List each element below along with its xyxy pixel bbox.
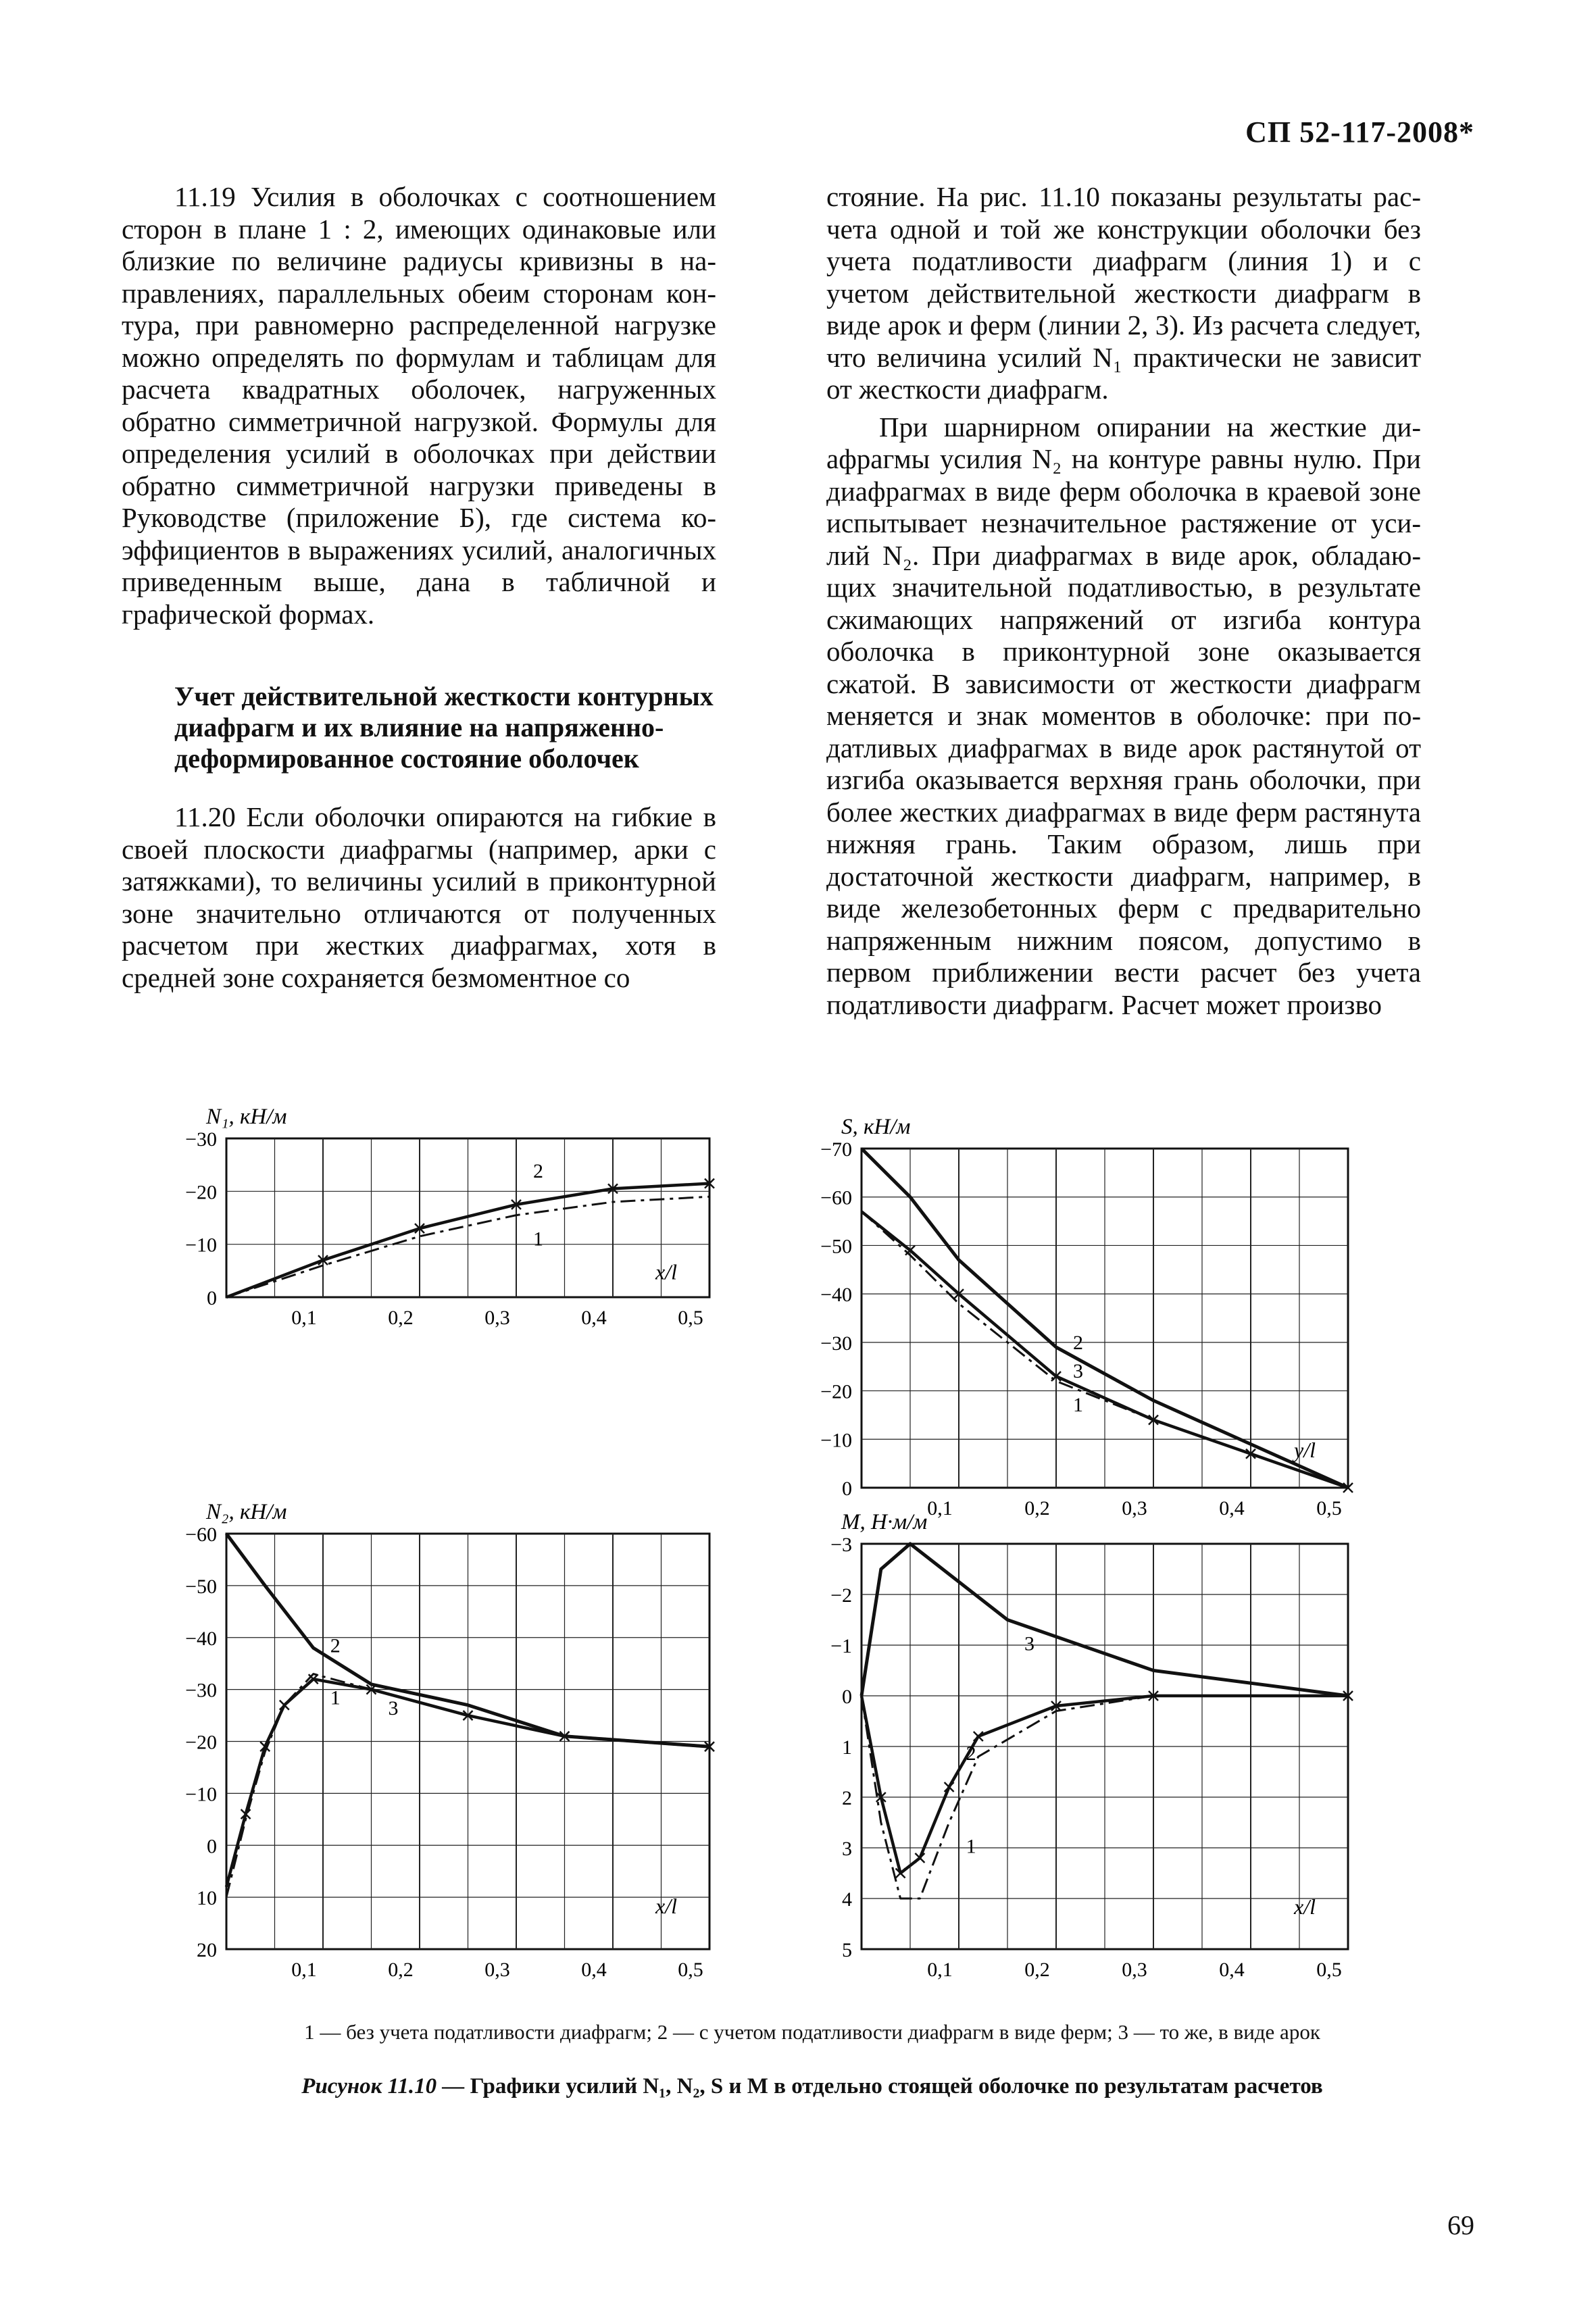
y-tick-label: 0: [842, 1686, 852, 1708]
x-tick-label: 0,3: [484, 1959, 510, 1981]
series-label-1: 1: [533, 1228, 543, 1251]
x-tick-label: 0,1: [291, 1307, 317, 1329]
series-label-1: 1: [1073, 1394, 1083, 1417]
y-tick-label: −30: [185, 1679, 217, 1702]
y-tick-label: −1: [830, 1635, 852, 1657]
y-tick-label: 0: [207, 1835, 217, 1858]
y-tick-label: −40: [185, 1627, 217, 1650]
y-tick-label: 5: [842, 1939, 852, 1961]
chart-2: [820, 1115, 1353, 1519]
y-axis-label: N₁, кН/м: [206, 1105, 287, 1129]
y-tick-label: −20: [185, 1731, 217, 1754]
y-tick-label: −3: [830, 1534, 852, 1556]
y-tick-label: −2: [830, 1584, 852, 1607]
y-tick-label: −30: [820, 1332, 852, 1355]
y-tick-label: −70: [820, 1138, 852, 1161]
x-tick-label: 0,4: [581, 1959, 607, 1981]
y-tick-label: −10: [185, 1783, 217, 1806]
x-tick-label: 0,4: [581, 1307, 607, 1329]
series-label-3: 3: [1024, 1632, 1034, 1655]
y-tick-label: −60: [820, 1186, 852, 1209]
x-tick-label: 0,3: [484, 1307, 510, 1329]
x-tick-label: 0,4: [1219, 1959, 1245, 1981]
figure-legend: 1 — без учета податливости диафрагм; 2 — с учетом податливости диафрагм в виде ферм; 3 — то же, в виде арок: [304, 2020, 1320, 2044]
y-tick-label: −10: [185, 1234, 217, 1257]
y-tick-label: 3: [842, 1838, 852, 1860]
x-tick-label: 0,2: [388, 1307, 414, 1329]
x-tick-label: 0,1: [927, 1959, 953, 1981]
x-axis-label: x/l: [1294, 1894, 1316, 1919]
paragraph-11-19: 11.19 Усилия в оболочках с соотношением сторон в плане 1 : 2, имеющих одинаковые или близкие по величине радиусы кривизны в направлениях, параллельных обеим сторонам контура, при равномерно распределенной нагрузке можно определять по формулам и таблицам для расчета квадратных оболочек, нагруженных обратно симметричной нагрузкой. Формулы для определения усилий в оболочках при действии обратно симметричной нагрузки приведены в Руководстве (приложение Б), где система коэффициентов в выражениях усилий, аналогичных приведенным выше, дана в табличной и графической формах.: [122, 181, 716, 630]
y-tick-label: −20: [185, 1181, 217, 1204]
y-tick-label: 0: [207, 1287, 217, 1309]
x-tick-label: 0,5: [678, 1959, 703, 1981]
chart-1: [185, 1105, 714, 1329]
y-tick-label: 4: [842, 1888, 852, 1911]
document-code-header: СП 52-117-2008*: [1245, 116, 1474, 149]
caption-label: Рисунок 11.10 —: [301, 2074, 465, 2098]
y-tick-label: −20: [820, 1380, 852, 1403]
x-axis-label: x/l: [655, 1893, 677, 1918]
series-label-3: 3: [1073, 1360, 1083, 1383]
x-tick-label: 0,5: [1316, 1497, 1342, 1519]
y-tick-label: −10: [820, 1429, 852, 1452]
x-tick-label: 0,2: [388, 1959, 414, 1981]
caption-text: Графики усилий N₁, N₂, S и M в отдельно стоящей оболочке по результатам расчетов: [464, 2074, 1323, 2098]
x-tick-label: 0,2: [1024, 1959, 1050, 1981]
series-label-2: 2: [330, 1634, 341, 1657]
chart-3: [185, 1500, 714, 1981]
series-label-2: 2: [533, 1159, 543, 1182]
y-tick-label: −30: [185, 1128, 217, 1151]
series-label-2: 2: [966, 1742, 976, 1765]
x-tick-label: 0,3: [1122, 1959, 1147, 1981]
x-tick-label: 0,5: [1316, 1959, 1342, 1981]
figure-caption: [177, 2074, 1447, 2099]
y-axis-label: N₂, кН/м: [206, 1500, 287, 1524]
y-axis-label: S, кН/м: [841, 1115, 911, 1139]
x-axis-label: y/l: [1294, 1437, 1316, 1462]
y-tick-label: 2: [842, 1787, 852, 1809]
y-axis-label: M, Н·м/м: [841, 1510, 928, 1534]
section-heading: Учет действительной жесткости контурных диафрагм и их влияние на напряженно-деформированное состояние оболочек: [174, 681, 714, 774]
x-tick-label: 0,1: [291, 1959, 317, 1981]
x-tick-label: 0,2: [1024, 1497, 1050, 1519]
paragraph-11-20: 11.20 Если оболочки опираются на гибкие в своей плоскости диафрагмы (например, арки с затяжками), то величины усилий в приконтурной зоне значительно отличаются от полученных расчетом при жестких диафрагмах, хотя в средней зоне сохраняется безмоментное со: [122, 801, 716, 993]
y-tick-label: 10: [197, 1887, 217, 1910]
x-tick-label: 0,3: [1122, 1497, 1147, 1519]
page-number: 69: [1447, 2210, 1474, 2240]
x-tick-label: 0,5: [678, 1307, 703, 1329]
paragraph-hinged-support: При шарнирном опирании на жесткие диафрагмы усилия N₂ на контуре равны нулю. При диафрагмах в виде ферм оболочка в краевой зоне испытывает незначительное растяжение от усилий N₂. При диафрагмах в виде арок, обладающих значительной податливостью, в результате сжимающих напряжений от изгиба контура оболочка в приконтурной зоне оказывается сжатой. В зависимости от жесткости диафрагм меняется и знак моментов в оболочке: при податливых диафрагмах в виде арок растянутой от изгиба оказывается верхняя грань оболочки, при более жестких диафрагмах в виде ферм растянута нижняя грань. Таким образом, лишь при достаточной жесткости диафрагм, например, в виде железобетонных ферм с предварительно напряженным нижним поясом, допустимо в первом приближении вести расчет без учета податливости диафрагм. Расчет может произво: [826, 411, 1421, 1020]
x-tick-label: 0,1: [927, 1497, 953, 1519]
y-tick-label: −50: [820, 1235, 852, 1258]
x-tick-label: 0,4: [1219, 1497, 1245, 1519]
series-label-1: 1: [330, 1686, 341, 1709]
y-tick-label: 0: [842, 1478, 852, 1500]
series-label-2: 2: [1073, 1332, 1083, 1355]
chart-4: [830, 1510, 1353, 1981]
y-tick-label: −40: [820, 1284, 852, 1307]
series-label-3: 3: [388, 1696, 399, 1719]
x-axis-label: x/l: [655, 1259, 677, 1284]
y-tick-label: 1: [842, 1736, 852, 1759]
y-tick-label: −50: [185, 1575, 217, 1598]
series-label-1: 1: [966, 1835, 976, 1858]
y-tick-label: 20: [197, 1939, 217, 1961]
y-tick-label: −60: [185, 1524, 217, 1546]
paragraph-continuation: стояние. На рис. 11.10 показаны результаты расчета одной и той же конструкции оболочки без учета податливости диафрагм (линия 1) и с учетом действительной жесткости диафрагм в виде арок и ферм (линии 2, 3). Из расчета следует, что величина усилий N₁ практически не зависит от жесткости диафрагм.: [826, 181, 1421, 405]
